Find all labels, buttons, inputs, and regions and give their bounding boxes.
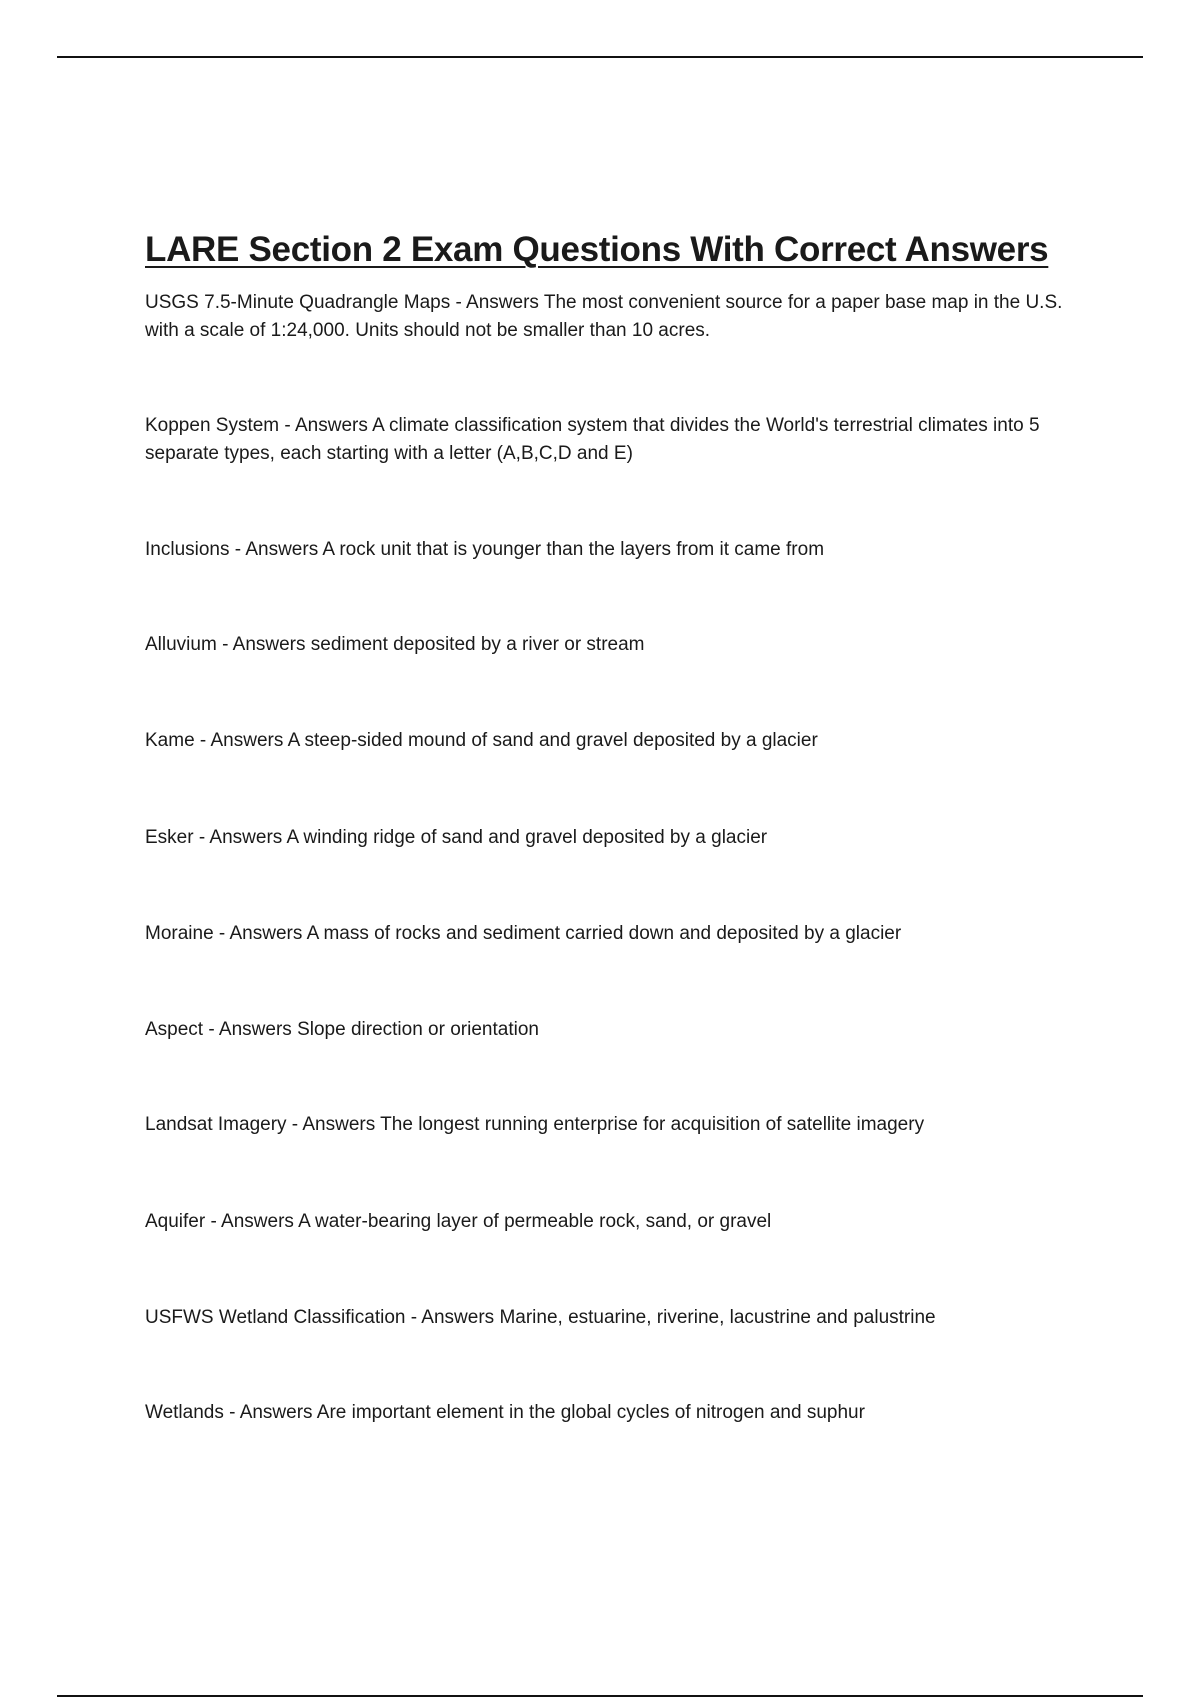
qa-answer: The longest running enterprise for acquisition of satellite imagery xyxy=(380,1114,925,1135)
qa-separator: - Answers xyxy=(213,923,307,944)
qa-item xyxy=(145,536,1095,564)
qa-term: Moraine xyxy=(145,923,214,944)
qa-answer: Are important element in the global cycles of nitrogen and suphur xyxy=(316,1402,865,1423)
qa-term: USFWS Wetland Classification xyxy=(145,1307,406,1328)
qa-separator: - Answers xyxy=(229,539,323,560)
footer-rule xyxy=(57,1695,1143,1697)
qa-separator: - Answers xyxy=(405,1307,500,1328)
qa-separator: - Answers xyxy=(203,1019,298,1040)
qa-item xyxy=(145,824,1095,852)
qa-separator: - Answers xyxy=(194,730,288,751)
qa-item xyxy=(145,289,1095,345)
qa-answer: Marine, estuarine, riverine, lacustrine and palustrine xyxy=(499,1307,936,1328)
qa-term: Aquifer xyxy=(145,1211,206,1232)
qa-answer: sediment deposited by a river or stream xyxy=(310,634,645,655)
qa-term: Aspect xyxy=(145,1019,204,1040)
qa-separator: - Answers xyxy=(223,1402,317,1423)
qa-answer: A mass of rocks and sediment carried down and deposited by a glacier xyxy=(306,923,902,944)
qa-item xyxy=(145,1111,1095,1139)
qa-answer: Slope direction or orientation xyxy=(297,1019,539,1040)
qa-item xyxy=(145,631,1095,659)
qa-separator: - Answers xyxy=(193,827,287,848)
qa-separator: - Answers xyxy=(286,1114,381,1135)
qa-separator: - Answers xyxy=(450,292,544,313)
qa-term: Kame xyxy=(145,730,195,751)
qa-answer: A climate classification system that divides the World's terrestrial climates into 5 separate types, each starting with a letter (A,B,C,D and E) xyxy=(145,415,1040,464)
qa-separator: - Answers xyxy=(205,1211,299,1232)
qa-answer: The most convenient source for a paper base map in the U.S. with a scale of 1:24,000. Units should not be smaller than 10 acres. xyxy=(145,292,1063,341)
qa-item xyxy=(145,920,1095,948)
document-body xyxy=(145,228,1095,1423)
qa-item xyxy=(145,1016,1095,1044)
qa-term: Wetlands xyxy=(145,1402,224,1423)
qa-term: Koppen System xyxy=(145,415,280,436)
qa-item xyxy=(145,412,1095,468)
qa-item xyxy=(145,727,1095,755)
page-title: LARE Section 2 Exam Questions With Correct Answers xyxy=(145,230,1049,269)
qa-item xyxy=(145,1208,1095,1236)
qa-answer: A rock unit that is younger than the layers from it came from xyxy=(322,539,825,560)
qa-separator: - Answers xyxy=(279,415,373,436)
qa-term: Landsat Imagery xyxy=(145,1114,287,1135)
qa-answer: A water-bearing layer of permeable rock, sand, or gravel xyxy=(298,1211,772,1232)
qa-answer: A steep-sided mound of sand and gravel deposited by a glacier xyxy=(287,730,818,751)
qa-item xyxy=(145,1399,1095,1427)
qa-answer: A winding ridge of sand and gravel deposited by a glacier xyxy=(286,827,768,848)
qa-term: Esker xyxy=(145,827,194,848)
qa-item xyxy=(145,1304,1095,1332)
qa-term: Inclusions xyxy=(145,539,230,560)
qa-term: Alluvium xyxy=(145,634,217,655)
qa-term: USGS 7.5-Minute Quadrangle Maps xyxy=(145,292,451,313)
qa-separator: - Answers xyxy=(216,634,311,655)
header-rule xyxy=(57,56,1143,58)
